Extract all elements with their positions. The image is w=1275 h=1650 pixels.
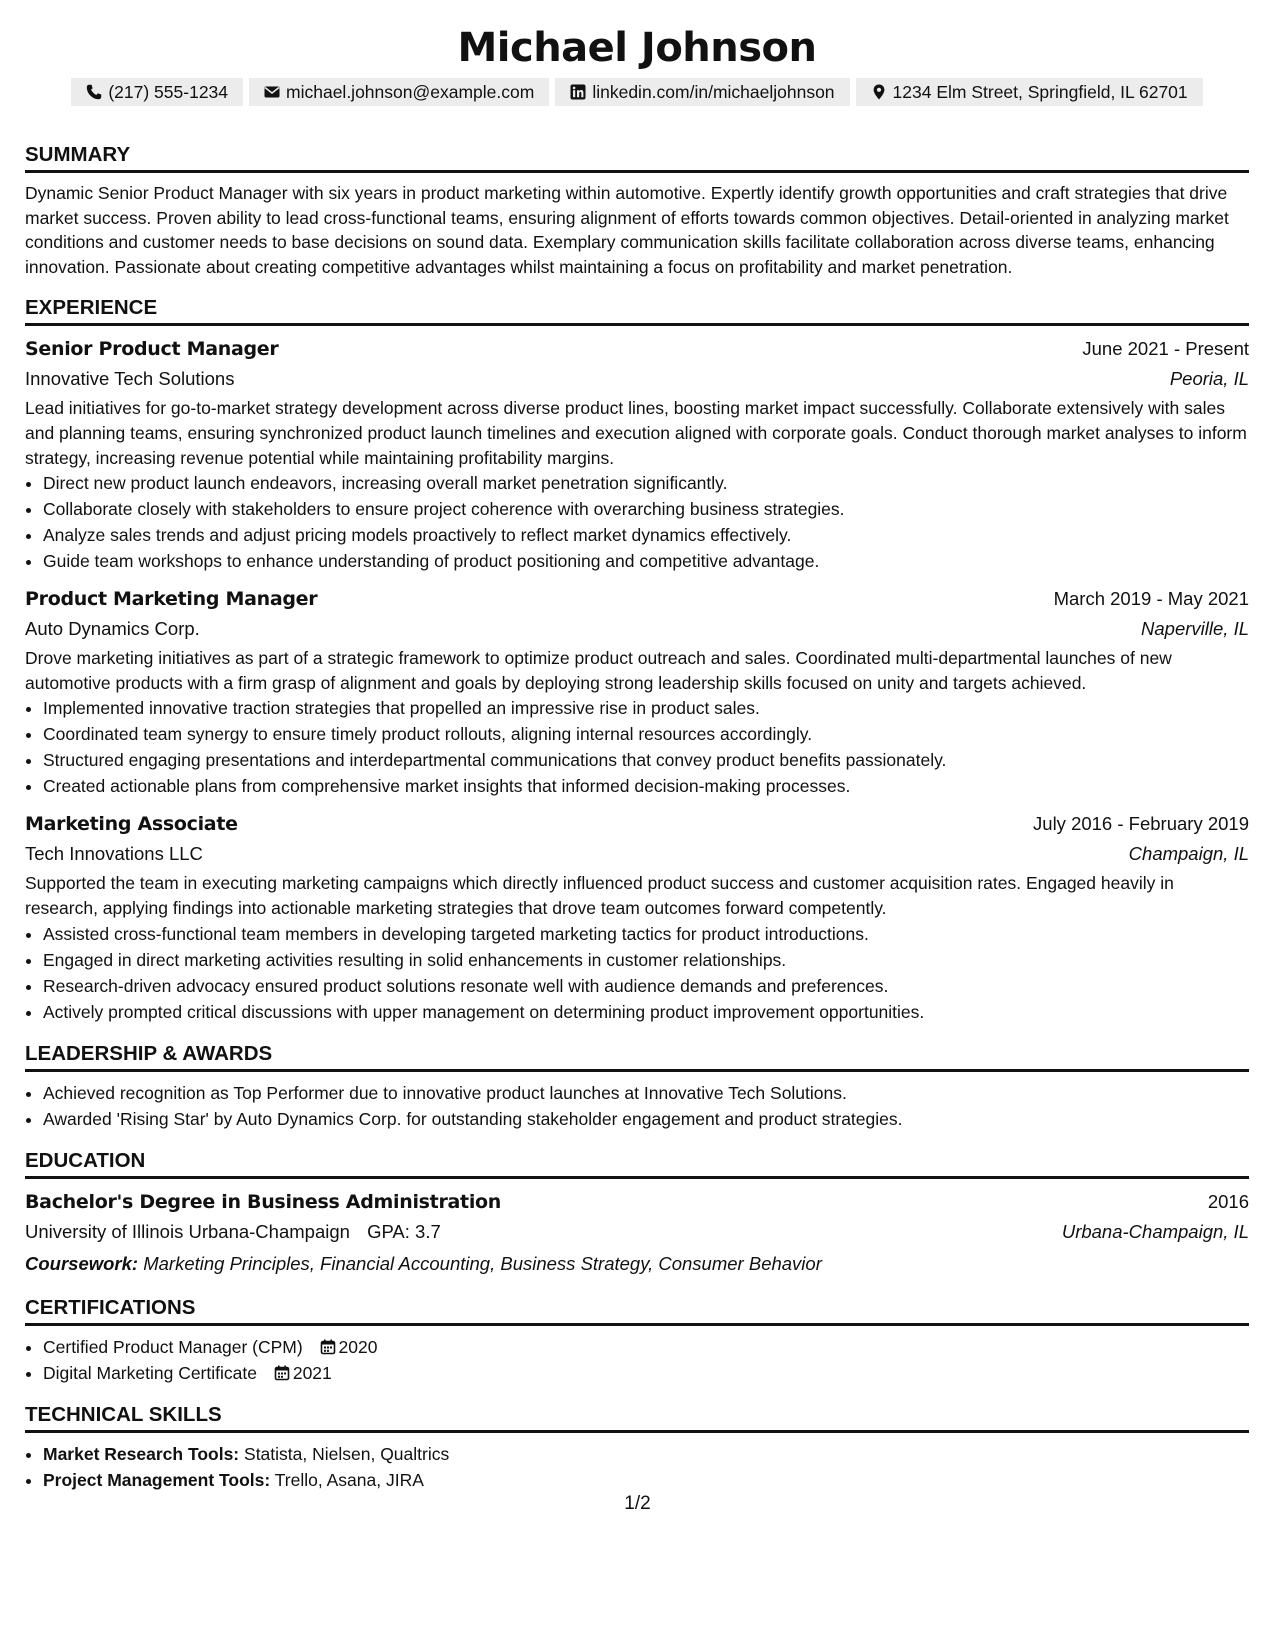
calendar-icon — [274, 1365, 290, 1381]
job-company: Innovative Tech Solutions — [25, 368, 235, 390]
job-bullets — [25, 470, 1249, 574]
coursework-label: Coursework: — [25, 1252, 139, 1274]
list-item — [43, 1334, 1249, 1360]
cert-name: Digital Marketing Certificate — [43, 1362, 257, 1383]
section-title-skills: TECHNICAL SKILLS — [25, 1402, 1249, 1433]
job-dates: July 2016 - February 2019 — [1033, 813, 1249, 835]
cert-year: 2020 — [338, 1336, 378, 1357]
list-item — [43, 1441, 1249, 1467]
address-text: 1234 Elm Street, Springfield, IL 62701 — [892, 81, 1188, 102]
contact-address — [856, 78, 1203, 106]
certifications-list — [25, 1334, 1249, 1386]
linkedin-text: linkedin.com/in/michaeljohnson — [592, 81, 835, 102]
list-item: • Engaged in direct marketing activities resulting in solid enhancements in customer relationships. — [43, 947, 1249, 973]
candidate-name: Michael Johnson — [457, 25, 817, 71]
school-name: University of Illinois Urbana-Champaign — [25, 1220, 350, 1242]
list-item: • Structured engaging presentations and interdepartmental communications that convey product benefits passionately. — [43, 747, 1249, 773]
location-pin-icon — [871, 84, 887, 100]
job-dates: June 2021 - Present — [1082, 338, 1249, 360]
job-description: Lead initiatives for go-to-market strategy development across diverse product lines, boosting market impact successfully. Collaborate extensively with sales and planning teams, ensuring synchronized product launch timelines and execution aligned with corporate goals. Conduct thorough market analyses to inform strategy, increasing revenue potential while maintaining profitability margins. — [25, 398, 1247, 468]
summary-text: Dynamic Senior Product Manager with six years in product marketing within automotive. Expertly identify growth opportunities and craft strategies that drive market success. Proven ability to lead cross-functional teams, ensuring alignment of efforts towards common objectives. Detail-oriented in analyzing market conditions and customer needs to base decisions on sound data. Exemplary communication skills facilitate collaboration across diverse teams, enhancing innovation. Passionate about creating competitive advantages whilst maintaining a focus on profitability and market penetration. — [25, 183, 1229, 277]
list-item: • Achieved recognition as Top Performer due to innovative product launches at Innovative Tech Solutions. — [43, 1080, 1249, 1106]
skills-section — [25, 1402, 1249, 1493]
job-title: Product Marketing Manager — [25, 588, 318, 611]
coursework-text: Marketing Principles, Financial Accounting, Business Strategy, Consumer Behavior — [143, 1252, 822, 1274]
section-title-experience: EXPERIENCE — [25, 295, 1249, 326]
job-entry — [25, 809, 1249, 1024]
job-bullets — [25, 921, 1249, 1025]
job-location: Peoria, IL — [1169, 368, 1249, 390]
contact-phone[interactable] — [71, 78, 243, 106]
section-title-education: EDUCATION — [25, 1148, 1249, 1179]
list-item: • Awarded 'Rising Star' by Auto Dynamics Corp. for outstanding stakeholder engagement and product strategies. — [43, 1106, 1249, 1132]
skill-label: Project Management Tools: — [43, 1469, 271, 1490]
list-item: • Guide team workshops to enhance understanding of product positioning and competitive advantage. — [43, 548, 1249, 574]
skill-value: Trello, Asana, JIRA — [274, 1469, 424, 1490]
list-item: • Research-driven advocacy ensured product solutions resonate well with audience demands and preferences. — [43, 973, 1249, 999]
list-item — [43, 1360, 1249, 1386]
job-bullets — [25, 695, 1249, 799]
list-item — [43, 1467, 1249, 1493]
phone-text: (217) 555-1234 — [108, 81, 229, 102]
envelope-icon — [264, 84, 280, 100]
linkedin-icon — [570, 84, 586, 100]
list-item: • Coordinated team synergy to ensure timely product rollouts, aligning internal resources accordingly. — [43, 721, 1249, 747]
skill-value: Statista, Nielsen, Qualtrics — [244, 1443, 450, 1464]
job-entry — [25, 584, 1249, 799]
phone-icon — [86, 84, 102, 100]
section-title-awards: LEADERSHIP & AWARDS — [25, 1041, 1249, 1072]
job-description: Supported the team in executing marketing campaigns which directly influenced product success and customer acquisition rates. Engaged heavily in research, applying findings into actionable marketing strategies that drove team outcomes forward competently. — [25, 873, 1174, 918]
education-section — [25, 1148, 1249, 1279]
list-item: • Actively prompted critical discussions with upper management on determining product improvement opportunities. — [43, 999, 1249, 1025]
list-item: • Created actionable plans from comprehensive market insights that informed decision-making processes. — [43, 773, 1249, 799]
job-location: Naperville, IL — [1141, 618, 1249, 640]
list-item: • Implemented innovative traction strategies that propelled an impressive rise in product sales. — [43, 695, 1249, 721]
skill-label: Market Research Tools: — [43, 1443, 240, 1464]
calendar-icon — [320, 1339, 336, 1355]
gpa-text: GPA: 3.7 — [367, 1220, 441, 1242]
graduation-year: 2016 — [1207, 1190, 1249, 1212]
job-dates: March 2019 - May 2021 — [1053, 588, 1249, 610]
awards-list — [25, 1080, 1249, 1132]
job-company: Auto Dynamics Corp. — [25, 618, 200, 640]
page-number: 1/2 — [624, 1493, 651, 1514]
resume-content — [25, 20, 1249, 1493]
job-title: Senior Product Manager — [25, 338, 279, 361]
list-item: • Collaborate closely with stakeholders to ensure project coherence with overarching business strategies. — [43, 496, 1249, 522]
awards-section — [25, 1041, 1249, 1132]
degree-title: Bachelor's Degree in Business Administration — [25, 1190, 502, 1213]
summary-section — [25, 142, 1249, 279]
section-title-certifications: CERTIFICATIONS — [25, 1295, 1249, 1326]
skills-list — [25, 1441, 1249, 1493]
list-item: • Analyze sales trends and adjust pricing models proactively to reflect market dynamics effectively. — [43, 522, 1249, 548]
section-title-summary: SUMMARY — [25, 142, 1249, 173]
email-text: michael.johnson@example.com — [286, 81, 535, 102]
job-entry — [25, 334, 1249, 574]
list-item: • Assisted cross-functional team members in developing targeted marketing tactics for product introductions. — [43, 921, 1249, 947]
experience-section — [25, 295, 1249, 1024]
contact-linkedin[interactable] — [555, 78, 849, 106]
contact-email[interactable] — [249, 78, 549, 106]
job-location: Champaign, IL — [1128, 843, 1249, 865]
cert-year: 2021 — [292, 1362, 332, 1383]
cert-name: Certified Product Manager (CPM) — [43, 1336, 303, 1357]
job-description: Drove marketing initiatives as part of a strategic framework to optimize product outreach and sales. Coordinated multi-departmental launches of new automotive products with a firm grasp of alignment and goals by deploying strong leadership skills focused on unity and targets achieved. — [25, 648, 1172, 693]
job-company: Tech Innovations LLC — [25, 843, 203, 865]
coursework-line — [25, 1249, 1249, 1279]
school-location: Urbana-Champaign, IL — [1061, 1220, 1249, 1242]
contact-bar — [25, 78, 1249, 106]
job-title: Marketing Associate — [25, 813, 238, 836]
certifications-section — [25, 1295, 1249, 1386]
list-item: • Direct new product launch endeavors, increasing overall market penetration significantly. — [43, 470, 1249, 496]
